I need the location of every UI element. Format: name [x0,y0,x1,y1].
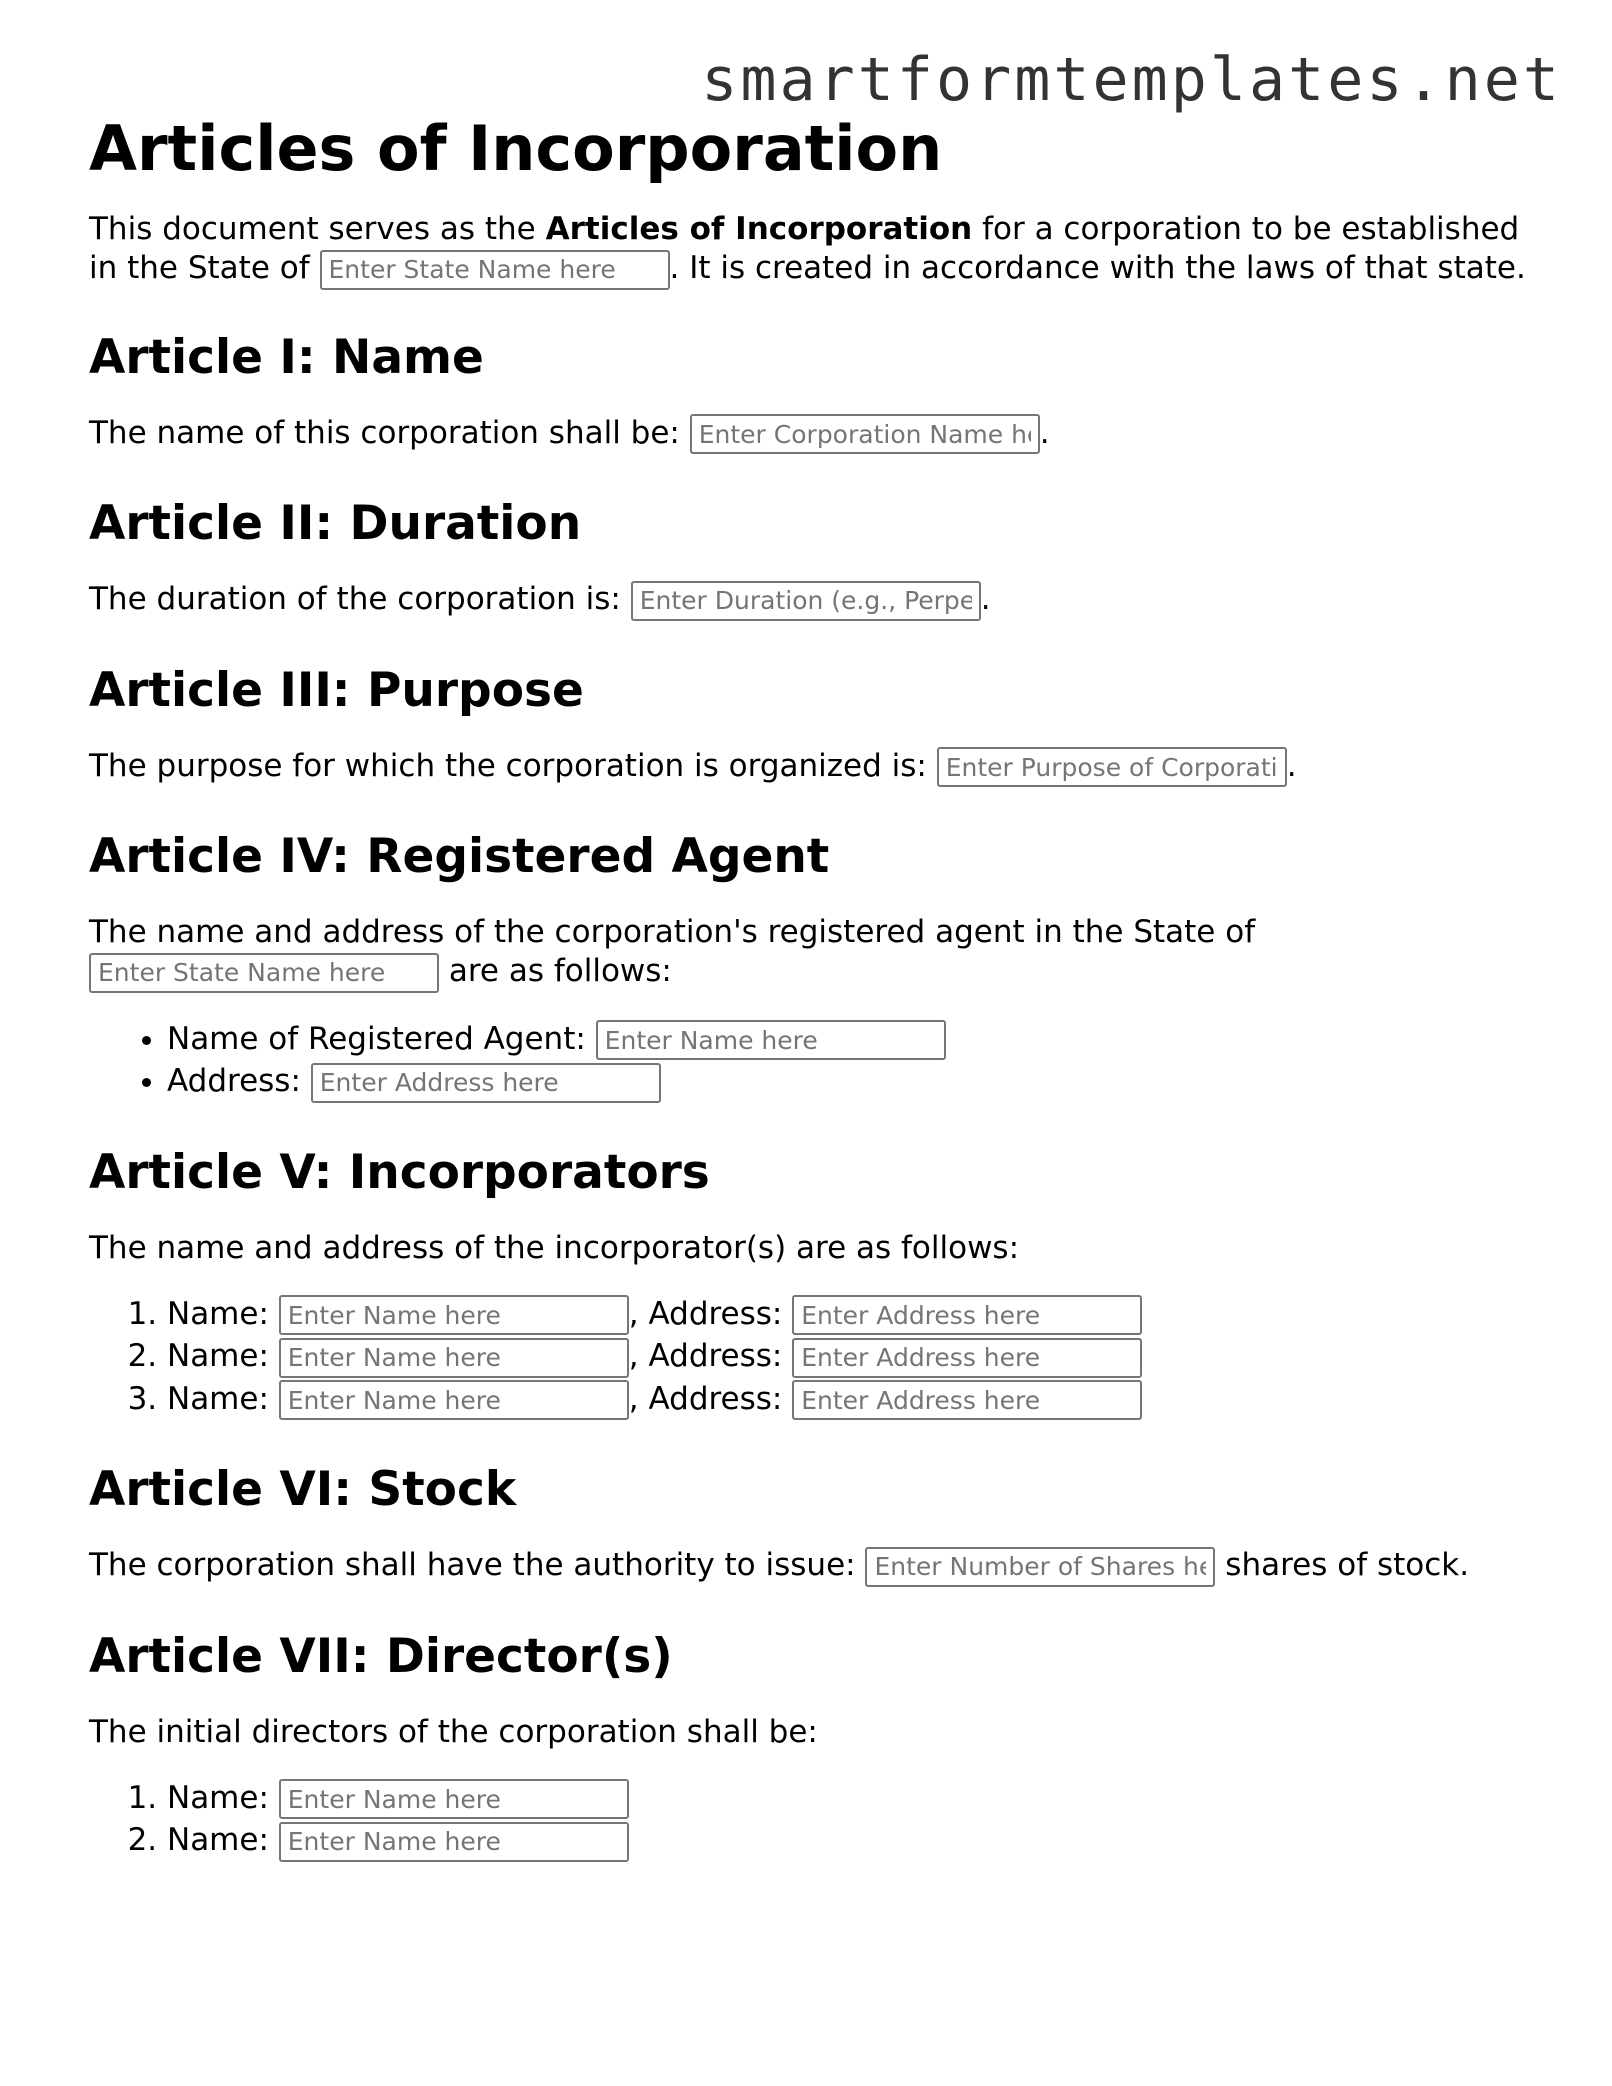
article-1-period: . [1039,414,1050,451]
incorporator-1-address-input[interactable] [792,1295,1142,1335]
agent-state-input[interactable] [89,953,439,993]
article-6-text-after: shares of stock. [1215,1547,1470,1583]
director-2-name-input[interactable] [279,1822,629,1862]
agent-address-input[interactable] [311,1063,661,1103]
agent-name-label: Name of Registered Agent: [167,1020,596,1057]
directors-list [89,1777,1529,1862]
list-item [167,1060,1529,1103]
list-item [167,1293,1529,1336]
document-body [89,108,1529,1862]
intro-bold-title: Articles of Incorporation [545,211,973,247]
duration-input[interactable] [631,581,981,621]
incorporator-address-label: , Address: [628,1338,793,1374]
director-name-label: Name: [167,1822,279,1858]
incorporator-1-name-input[interactable] [279,1295,629,1335]
director-name-label: Name: [167,1779,279,1816]
director-1-name-input[interactable] [279,1779,629,1819]
article-4-text-after: are as follows: [439,953,672,989]
incorporator-name-label: Name: [167,1338,279,1374]
list-item [167,1335,1529,1378]
article-3-text: The purpose for which the corporation is organized is: [89,747,937,784]
article-6-paragraph [89,1546,1529,1587]
list-item [167,1378,1529,1421]
article-2-paragraph [89,580,1529,621]
article-1-text: The name of this corporation shall be: [89,414,690,451]
article-5-paragraph: The name and address of the incorporator(s) are as follows: [89,1229,1020,1266]
article-4-text-before: The name and address of the corporation's registered agent in the State of [89,914,1256,950]
article-1-heading: Article I: Name [89,329,484,385]
list-item [167,1777,1529,1820]
agent-address-label: Address: [167,1063,311,1099]
article-2-heading: Article II: Duration [89,496,582,551]
article-7-heading: Article VII: Director(s) [89,1628,673,1684]
incorporator-address-label: , Address: [628,1380,793,1417]
article-3-period: . [1286,747,1297,784]
intro-text-mid: for a corporation to be established in the State of [89,211,1520,286]
site-watermark: smartformtemplates.net [701,45,1562,115]
incorporator-name-label: Name: [167,1295,279,1332]
article-7-paragraph: The initial directors of the corporation shall be: [89,1713,818,1750]
shares-input[interactable] [865,1547,1215,1587]
article-4-heading: Article IV: Registered Agent [89,829,830,884]
incorporator-3-name-input[interactable] [279,1380,629,1420]
incorporator-address-label: , Address: [628,1295,793,1332]
incorporator-2-address-input[interactable] [792,1338,1142,1378]
incorporators-list [89,1293,1529,1421]
list-item [167,1819,1529,1862]
incorporator-2-name-input[interactable] [279,1338,629,1378]
intro-paragraph [89,210,1529,290]
article-6-heading: Article VI: Stock [89,1462,517,1517]
list-item [167,1018,1529,1061]
incorporator-name-label: Name: [167,1380,279,1417]
article-4-paragraph [89,913,1529,993]
agent-name-input[interactable] [596,1020,946,1060]
intro-text-after: . It is created in accordance with the laws of that state. [669,250,1526,286]
purpose-input[interactable] [937,747,1287,787]
article-2-text: The duration of the corporation is: [89,581,631,617]
corporation-name-input[interactable] [690,414,1040,454]
registered-agent-list [89,1018,1529,1103]
page-title: Articles of Incorporation [89,112,943,185]
article-3-paragraph [89,747,1529,788]
article-5-heading: Article V: Incorporators [89,1144,710,1200]
incorporator-3-address-input[interactable] [792,1380,1142,1420]
article-1-paragraph [89,414,1529,455]
article-6-text-before: The corporation shall have the authority to issue: [89,1547,866,1583]
article-2-period: . [980,581,991,617]
intro-state-input[interactable] [320,250,670,290]
intro-text-before: This document serves as the [89,211,546,247]
article-3-heading: Article III: Purpose [89,662,584,718]
